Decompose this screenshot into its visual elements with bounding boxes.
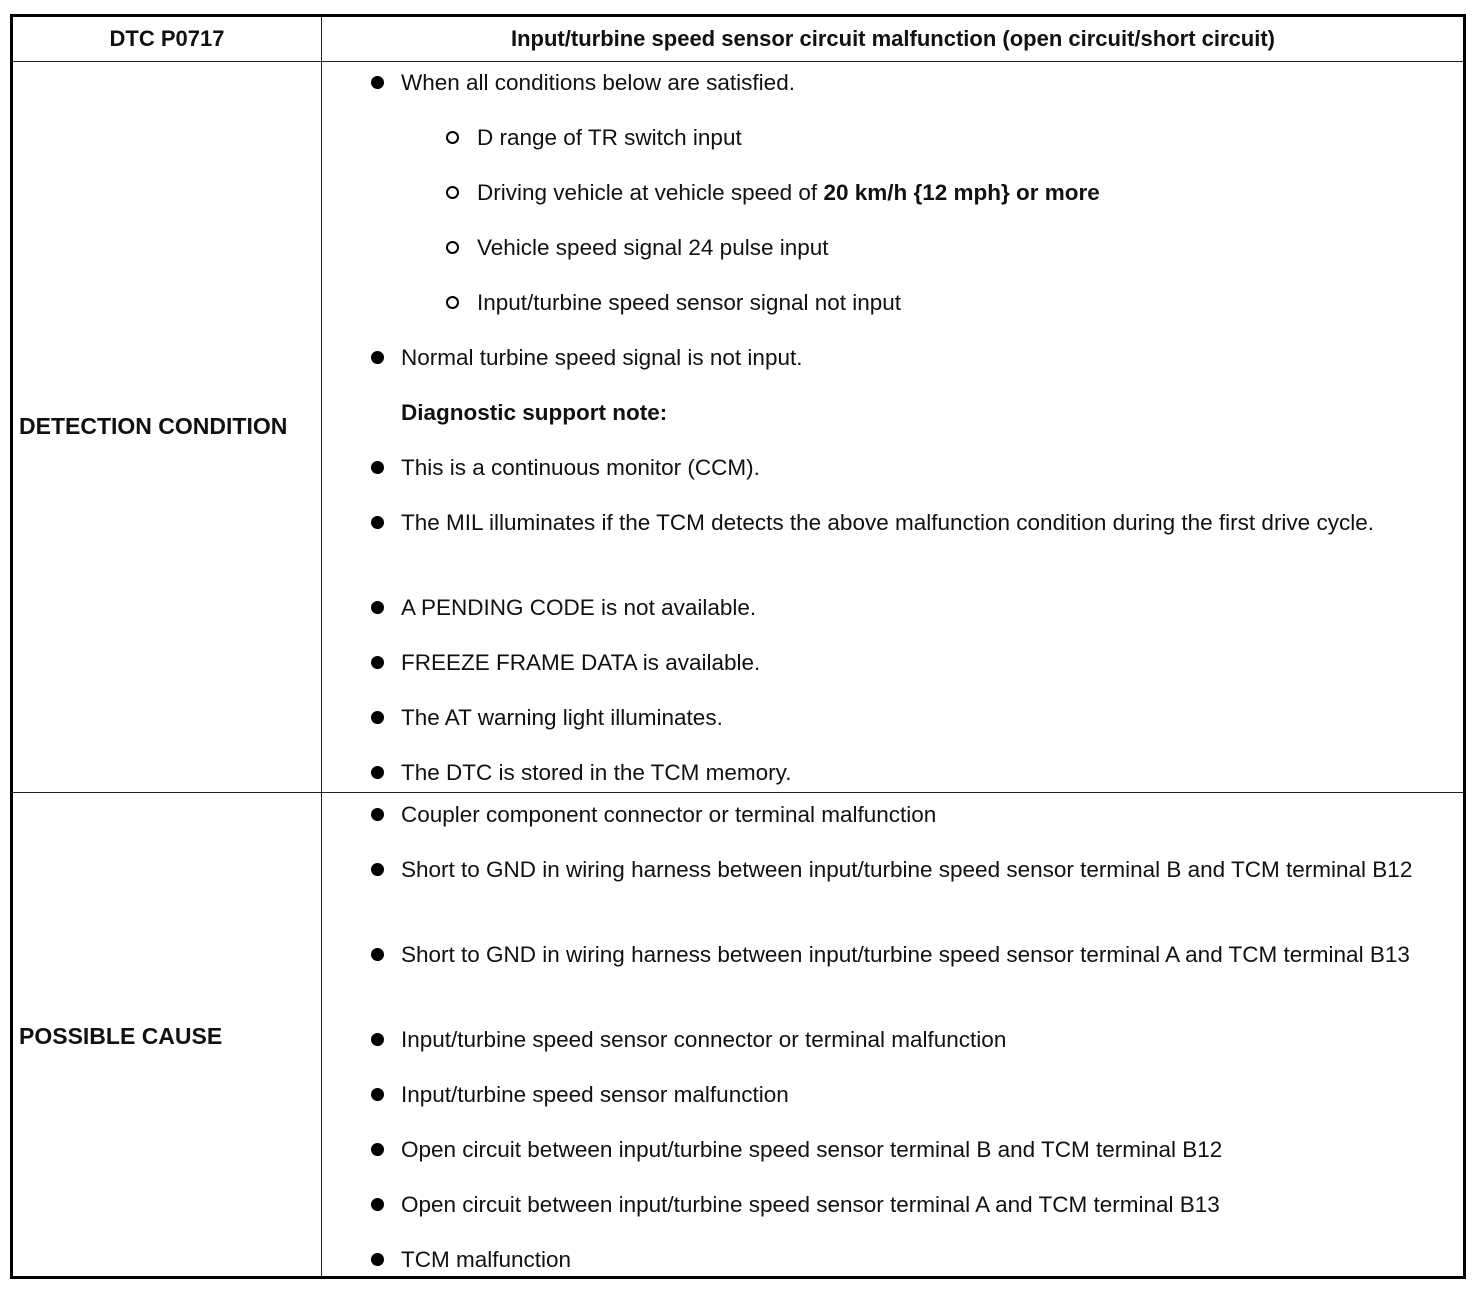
condition-item: D range of TR switch input [477,125,742,150]
circle-bullet-icon [446,186,459,199]
note-item: The DTC is stored in the TCM memory. [401,760,792,785]
bullet-icon [371,351,384,364]
column-divider [321,17,322,1276]
note-item: FREEZE FRAME DATA is available. [401,650,761,675]
diagnostic-note-heading: Diagnostic support note: [401,400,668,425]
header-divider [13,61,1463,62]
condition-text: Driving vehicle at vehicle speed of [477,180,824,205]
note-item: This is a continuous monitor (CCM). [401,455,760,480]
detection-intro: When all conditions below are satisfied. [401,70,795,95]
bullet-icon [371,1143,384,1156]
cause-item: Open circuit between input/turbine speed sensor terminal B and TCM terminal B12 [401,1137,1223,1162]
normal-signal-item: Normal turbine speed signal is not input. [401,345,803,370]
dtc-title-header: Input/turbine speed sensor circuit malfunction (open circuit/short circuit) [511,26,1275,51]
condition-item: Vehicle speed signal 24 pulse input [477,235,829,260]
cause-item: Open circuit between input/turbine speed sensor terminal A and TCM terminal B13 [401,1192,1220,1217]
note-item: The AT warning light illuminates. [401,705,723,730]
condition-item: Input/turbine speed sensor signal not input [477,290,902,315]
condition-item [477,178,1478,208]
possible-cause-label: POSSIBLE CAUSE [19,1023,223,1049]
dtc-table [10,14,1466,1279]
detection-condition-label: DETECTION CONDITION [19,413,288,439]
row-divider [13,792,1463,793]
speed-threshold: 20 km/h {12 mph} or more [823,180,1100,205]
bullet-icon [371,461,384,474]
bullet-icon [371,1088,384,1101]
bullet-icon [371,76,384,89]
bullet-icon [371,948,384,961]
cause-item: Input/turbine speed sensor connector or terminal malfunction [401,1027,1007,1052]
circle-bullet-icon [446,241,459,254]
bullet-icon [371,1033,384,1046]
circle-bullet-icon [446,296,459,309]
cause-item: Short to GND in wiring harness between input/turbine speed sensor terminal B and TCM terminal B12 [401,857,1413,882]
bullet-icon [371,808,384,821]
bullet-icon [371,1198,384,1211]
dtc-code-header: DTC P0717 [109,26,225,51]
cause-item: TCM malfunction [401,1247,572,1272]
bullet-icon [371,516,384,529]
bullet-icon [371,601,384,614]
cause-item: Input/turbine speed sensor malfunction [401,1082,789,1107]
cause-item: Short to GND in wiring harness between input/turbine speed sensor terminal A and TCM terminal B13 [401,942,1410,967]
bullet-icon [371,863,384,876]
circle-bullet-icon [446,131,459,144]
bullet-icon [371,766,384,779]
cause-item: Coupler component connector or terminal malfunction [401,802,937,827]
bullet-icon [371,1253,384,1266]
bullet-icon [371,711,384,724]
bullet-icon [371,656,384,669]
note-item: A PENDING CODE is not available. [401,595,757,620]
note-item: The MIL illuminates if the TCM detects the above malfunction condition during the first drive cycle. [401,510,1374,535]
